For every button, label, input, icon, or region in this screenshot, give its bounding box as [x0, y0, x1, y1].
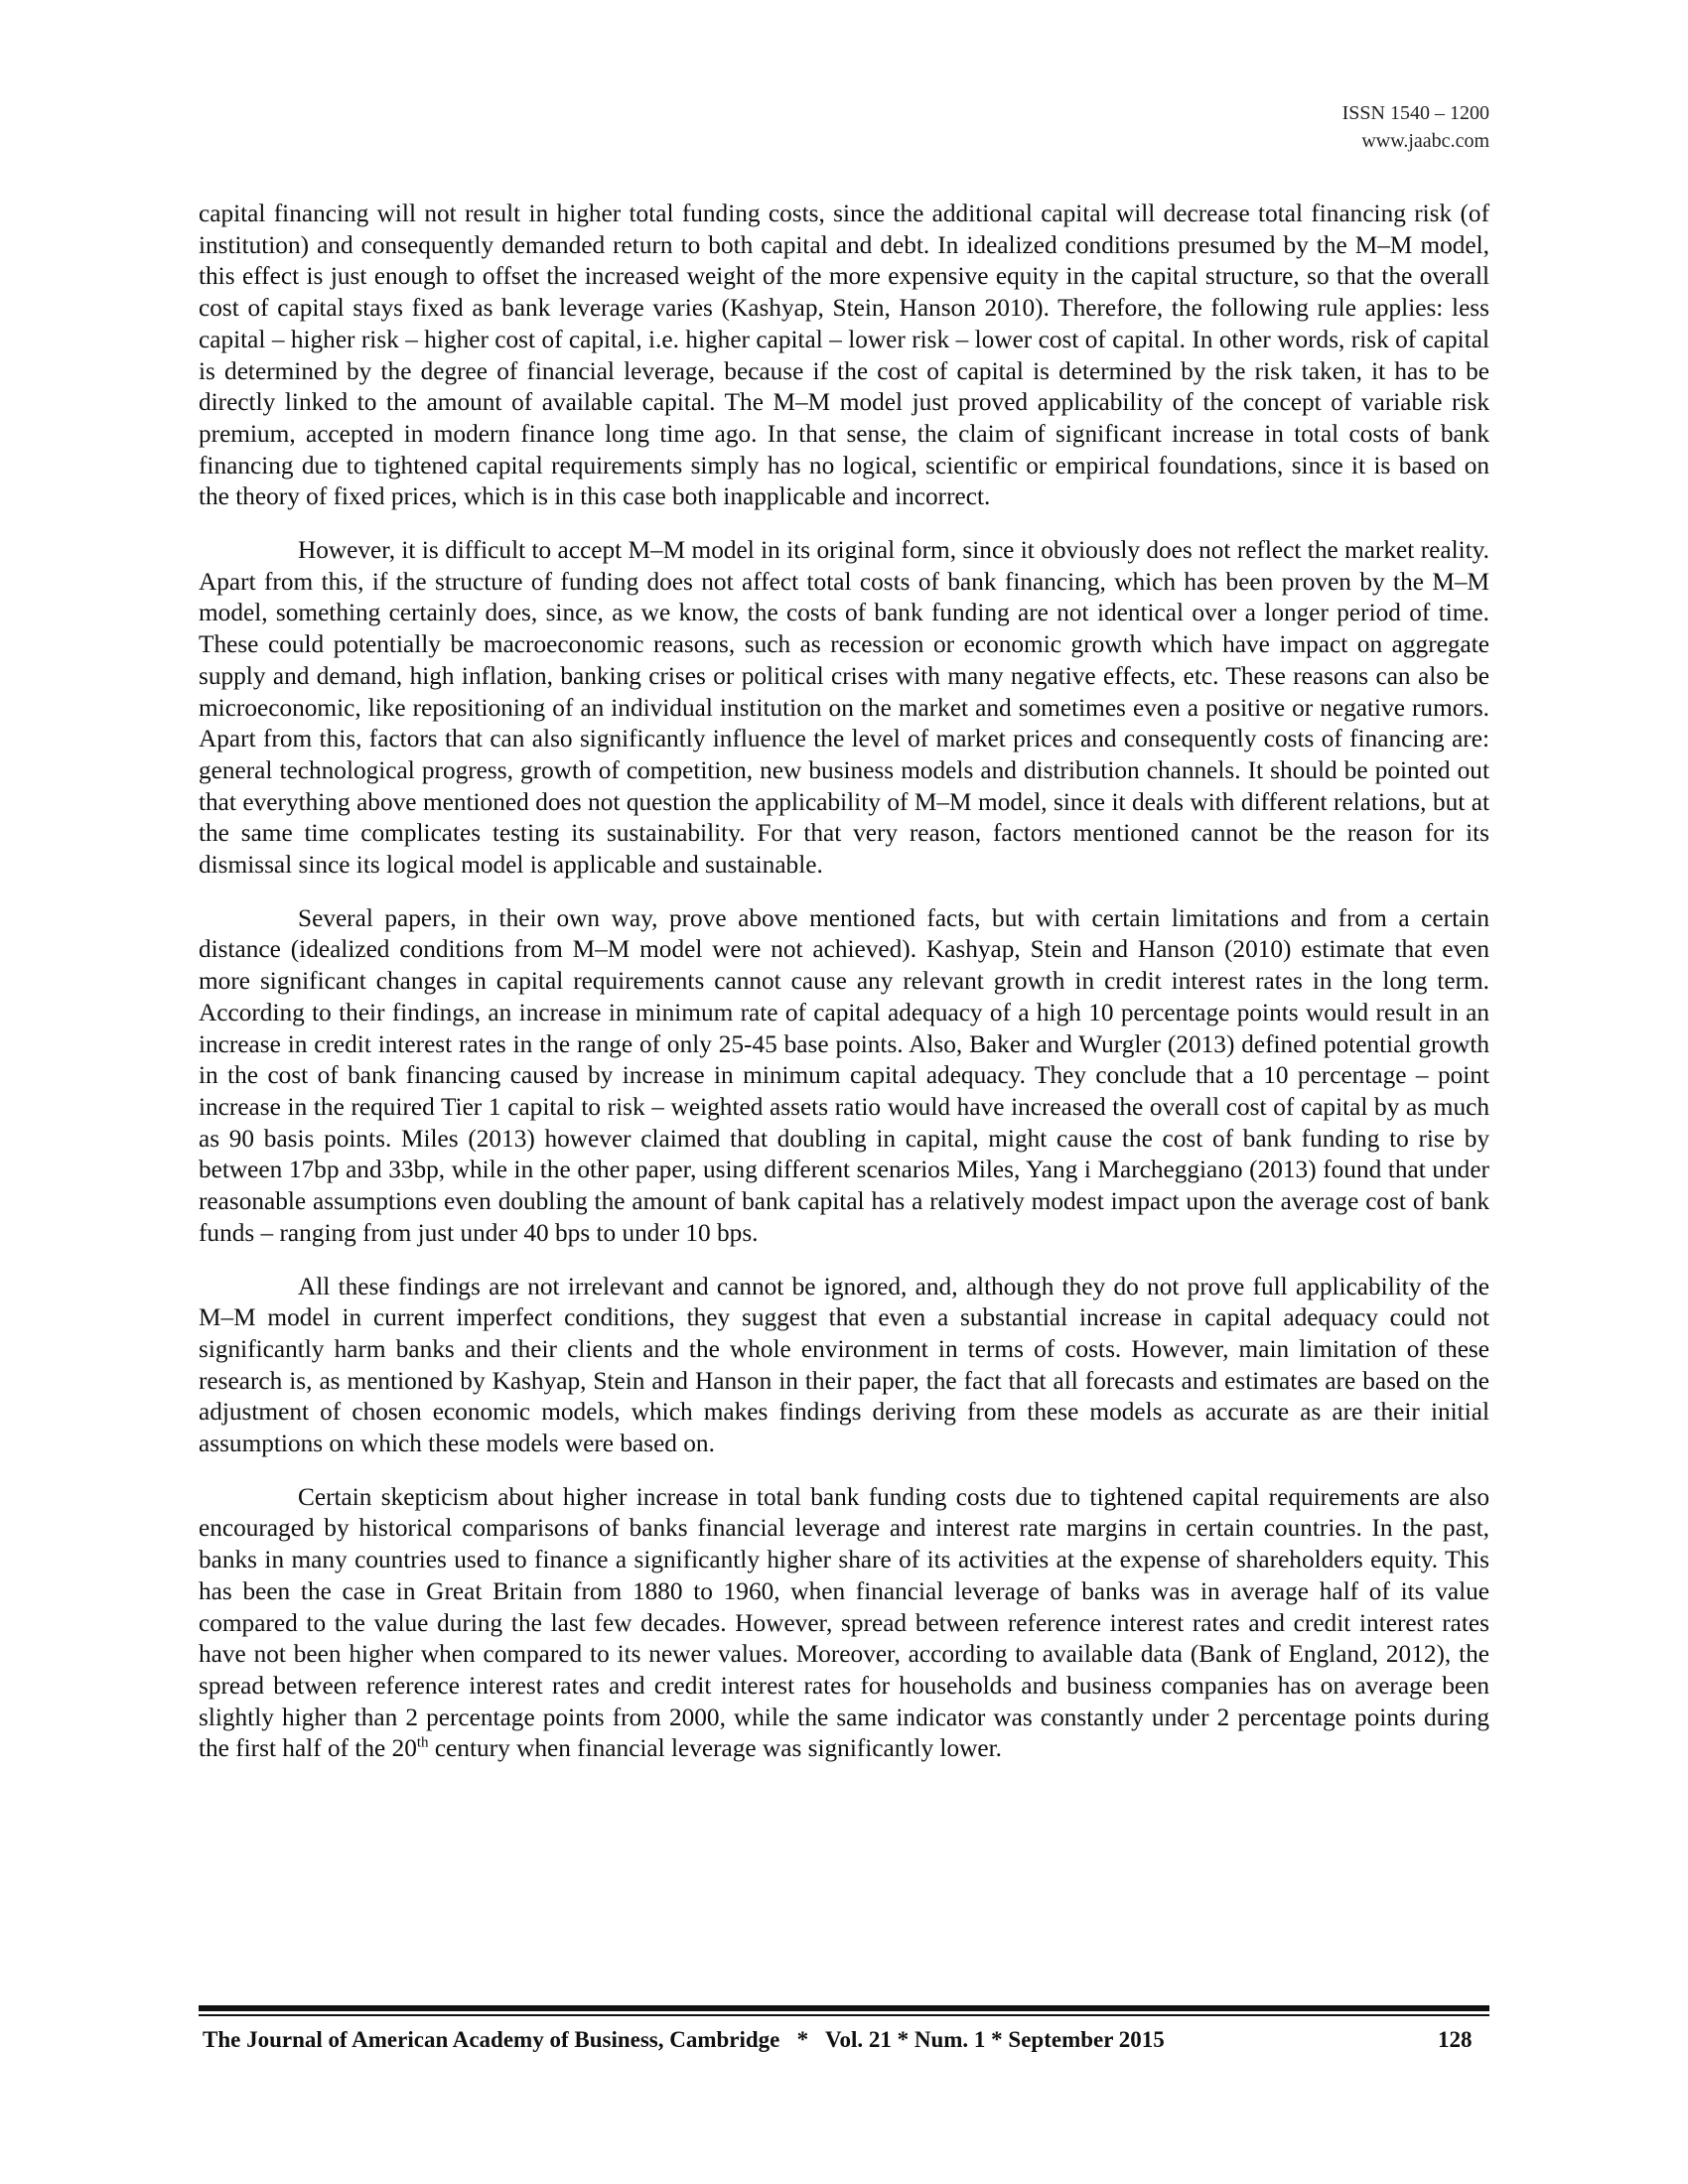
page-header — [1342, 99, 1489, 155]
paragraph — [199, 1482, 1489, 1765]
article-body — [199, 199, 1489, 1787]
issn: ISSN 1540 – 1200 — [1341, 102, 1489, 124]
paragraph: All these findings are not irrelevant and cannot be ignored, and, although they do not prove full applicability of the M–M model in current imperfect conditions, they suggest that even a substantial increase in capital adequacy could not significantly harm banks and their clients and the whole environment in terms of costs. However, main limitation of these research is, as mentioned by Kashyap, Stein and Hanson in their paper, the fact that all forecasts and estimates are based on the adjustment of chosen economic models, which makes findings deriving from these models as accurate as are their initial assumptions on which these models were based on. — [199, 1272, 1489, 1458]
footer-rule-thick — [199, 2005, 1489, 2011]
paragraph-text: Certain skepticism about higher increase in total bank funding costs due to tightened capital requirements are also encouraged by historical comparisons of banks financial leverage and interest rate margins in certain countries. In the past, banks in many countries used to finance a significantly higher share of its activities at the expense of shareholders equity. This has been the case in Great Britain from 1880 to 1960, when financial leverage of banks was in average half of its value compared to the value during the last few decades. However, spread between reference interest rates and credit interest rates have not been higher when compared to its newer values. Moreover, according to available data (Bank of England, 2012), the spread between reference interest rates and credit interest rates for households and business companies has on average been slightly higher than 2 percentage points from 2000, while the same indicator was constantly under 2 percentage points during the first half of the 20 — [199, 1482, 1489, 1763]
footer-rule-thin — [199, 2014, 1489, 2016]
journal-citation: The Journal of American Academy of Business, Cambridge * Vol. 21 * Num. 1 * September 2015 — [203, 2027, 1165, 2052]
paragraph: Several papers, in their own way, prove above mentioned facts, but with certain limitations and from a certain distance (idealized conditions from M–M model were not achieved). Kashyap, Stein and Hanson (2010) estimate that even more significant changes in capital requirements cannot cause any relevant growth in credit interest rates in the long term. According to their findings, an increase in minimum rate of capital adequacy of a high 10 percentage points would result in an increase in credit interest rates in the range of only 25-45 base points. Also, Baker and Wurgler (2013) defined potential growth in the cost of bank financing caused by increase in minimum capital adequacy. They conclude that a 10 percentage – point increase in the required Tier 1 capital to risk – weighted assets ratio would have increased the overall cost of capital by as much as 90 basis points. Miles (2013) however claimed that doubling in capital, might cause the cost of bank funding to rise by between 17bp and 33bp, while in the other paper, using different scenarios Miles, Yang i Marcheggiano (2013) found that under reasonable assumptions even doubling the amount of bank capital has a relatively modest impact upon the average cost of bank funds – ranging from just under 40 bps to under 10 bps. — [199, 903, 1489, 1247]
paragraph: However, it is difficult to accept M–M model in its original form, since it obviously does not reflect the market reality. Apart from this, if the structure of funding does not affect total costs of bank financing, which has been proven by the M–M model, something certainly does, since, as we know, the costs of bank funding are not identical over a longer period of time. These could potentially be macroeconomic reasons, such as recession or economic growth which have impact on aggregate supply and demand, high inflation, banking crises or political crises with many negative effects, etc. These reasons can also be microeconomic, like repositioning of an individual institution on the market and sometimes even a positive or negative rumors. Apart from this, factors that can also significantly influence the level of market prices and consequently costs of financing are: general technological progress, growth of competition, new business models and distribution channels. It should be pointed out that everything above mentioned does not question the applicability of M–M model, since it deals with different relations, but at the same time complicates testing its sustainability. For that very reason, factors mentioned cannot be the reason for its dismissal since its logical model is applicable and sustainable. — [199, 536, 1489, 880]
paragraph-continued: capital financing will not result in higher total funding costs, since the additional capital will decrease total financing risk (of institution) and consequently demanded return to both capital and debt. In idealized conditions presumed by the M–M model, this effect is just enough to offset the increased weight of the more expensive equity in the capital structure, so that the overall cost of capital stays fixed as bank leverage varies (Kashyap, Stein, Hanson 2010). Therefore, the following rule applies: less capital – higher risk – higher cost of capital, i.e. higher capital – lower risk – lower cost of capital. In other words, risk of capital is determined by the degree of financial leverage, because if the cost of capital is determined by the risk taken, it has to be directly linked to the amount of available capital. The M–M model just proved applicability of the concept of variable risk premium, accepted in modern finance long time ago. In that sense, the claim of significant increase in total costs of bank financing due to tightened capital requirements simply has no logical, scientific or empirical foundations, since it is based on the theory of fixed prices, which is in this case both inapplicable and incorrect. — [199, 200, 1489, 511]
website-link[interactable]: www.jaabc.com — [1361, 130, 1489, 152]
page-number: 128 — [1438, 2027, 1473, 2052]
ordinal-superscript: th — [416, 1734, 429, 1751]
paragraph-text-end: century when financial leverage was significantly lower. — [428, 1734, 1002, 1763]
